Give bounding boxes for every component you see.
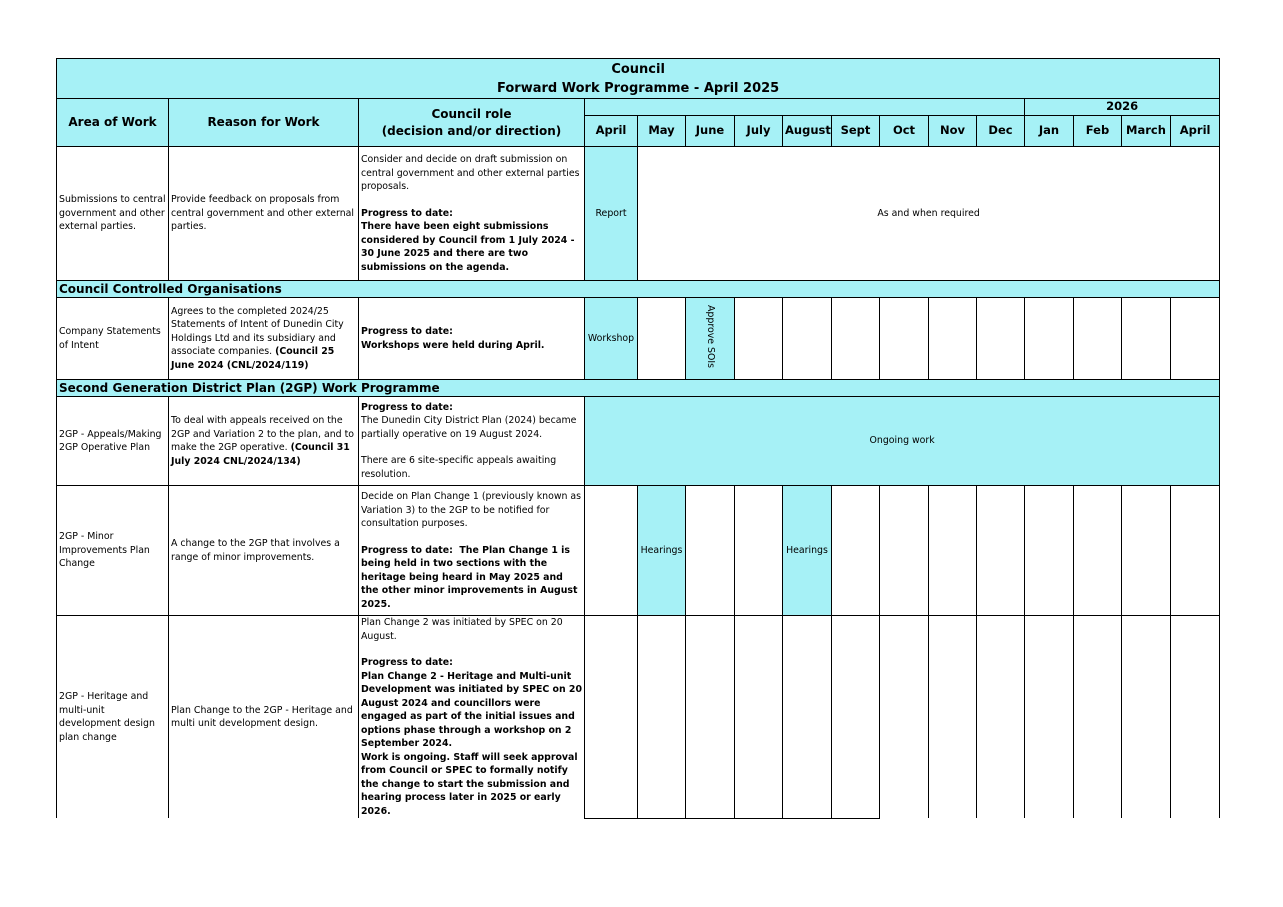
month-cell <box>1171 616 1220 819</box>
year-2025-band <box>585 99 1025 116</box>
month-cell <box>585 616 638 819</box>
month-header: Jan <box>1025 116 1074 147</box>
progress-text: There are 6 site-specific appeals awaiting resolution. <box>361 455 557 480</box>
month-cell <box>977 616 1025 819</box>
month-cell <box>1025 616 1074 819</box>
month-cell <box>1025 486 1074 616</box>
reason-cell: Agrees to the completed 2024/25 Statements of Intent of Dunedin City Holdings Ltd and its subsidiary and associate companies. (Council 25 June 2024 (CNL/2024/119) <box>169 298 359 380</box>
month-header: Oct <box>880 116 929 147</box>
approve-sois-label: Approve SOIs <box>704 304 716 368</box>
progress-text: Workshops were held during April. <box>361 339 545 351</box>
month-cell <box>929 486 977 616</box>
month-cell <box>1171 486 1220 616</box>
month-cell <box>1074 616 1122 819</box>
month-cell <box>783 616 832 819</box>
month-header: June <box>686 116 735 147</box>
area-cell: Submissions to central government and other external parties. <box>57 147 169 281</box>
reason-cell: Plan Change to the 2GP - Heritage and multi unit development design. <box>169 616 359 819</box>
role-cell <box>359 486 585 616</box>
table-row <box>57 486 1220 616</box>
april-report-cell: Report <box>585 147 638 281</box>
role-header-line2: (decision and/or direction) <box>381 123 562 138</box>
reason-cell: To deal with appeals received on the 2GP and Variation 2 to the plan, and to make the 2GP operative. (Council 31 July 2024 CNL/2024/134) <box>169 397 359 486</box>
month-header: March <box>1122 116 1171 147</box>
role-intro: Consider and decide on draft submission on central government and other external parties proposals. <box>361 154 580 192</box>
june-approve-cell <box>686 298 735 380</box>
column-header-role <box>359 99 585 147</box>
progress-text: Progress to date: The Plan Change 1 is being held in two sections with the heritage being heard in May 2025 and the other minor improvements in August 2025. <box>361 544 578 610</box>
table-title <box>57 59 1220 99</box>
month-cell <box>977 298 1025 380</box>
area-cell: 2GP - Heritage and multi-unit development design plan change <box>57 616 169 819</box>
month-cell <box>929 616 977 819</box>
column-header-area: Area of Work <box>57 99 169 147</box>
section-header-2gp: Second Generation District Plan (2GP) Work Programme <box>57 380 1220 397</box>
progress-label: Progress to date: <box>361 207 453 219</box>
month-header: May <box>638 116 686 147</box>
month-cell <box>1122 298 1171 380</box>
month-cell <box>638 616 686 819</box>
column-header-reason: Reason for Work <box>169 99 359 147</box>
month-header: Sept <box>832 116 880 147</box>
area-cell: Company Statements of Intent <box>57 298 169 380</box>
progress-label: Progress to date: <box>361 657 453 668</box>
role-intro: Plan Change 2 was initiated by SPEC on 20 August. <box>361 617 563 642</box>
month-cell <box>1122 486 1171 616</box>
month-cell <box>832 486 880 616</box>
role-cell <box>359 298 585 380</box>
april-workshop-cell: Workshop <box>585 298 638 380</box>
reason-cell: Provide feedback on proposals from central government and other external parties. <box>169 147 359 281</box>
month-cell <box>880 298 929 380</box>
month-cell <box>1122 616 1171 819</box>
progress-text: Plan Change 2 - Heritage and Multi-unit Development was initiated by SPEC on 20 August 2024 and councillors were engaged as part of the initial issues and options phase through a workshop on 2 September 2024. <box>361 670 582 749</box>
month-cell <box>1171 298 1220 380</box>
month-cell <box>880 486 929 616</box>
month-cell <box>832 616 880 819</box>
month-header: April <box>585 116 638 147</box>
month-header: Feb <box>1074 116 1122 147</box>
month-cell <box>783 298 832 380</box>
progress-label: Progress to date: <box>361 401 453 413</box>
month-cell <box>832 298 880 380</box>
table-row <box>57 147 1220 281</box>
month-cell <box>638 298 686 380</box>
month-cell <box>1025 298 1074 380</box>
month-cell <box>929 298 977 380</box>
month-cell <box>735 298 783 380</box>
area-cell: 2GP - Minor Improvements Plan Change <box>57 486 169 616</box>
progress-text: The Dunedin City District Plan (2024) became partially operative on 19 August 2024. <box>361 415 577 440</box>
role-cell <box>359 147 585 281</box>
title-line2: Forward Work Programme - April 2025 <box>497 80 780 96</box>
month-cell <box>686 486 735 616</box>
month-header: April <box>1171 116 1220 147</box>
area-cell: 2GP - Appeals/Making 2GP Operative Plan <box>57 397 169 486</box>
table-row <box>57 397 1220 486</box>
month-cell <box>735 486 783 616</box>
month-header: August <box>783 116 832 147</box>
role-cell <box>359 616 585 819</box>
progress-label: Progress to date: <box>361 326 453 337</box>
as-required-cell: As and when required <box>638 147 1220 281</box>
may-hearings-cell: Hearings <box>638 486 686 616</box>
year-2026-header: 2026 <box>1025 99 1220 116</box>
month-cell <box>735 616 783 819</box>
reason-cell: A change to the 2GP that involves a range of minor improvements. <box>169 486 359 616</box>
ongoing-work-cell: Ongoing work <box>585 397 1220 486</box>
month-cell <box>1074 486 1122 616</box>
forward-work-programme-table <box>56 58 1220 819</box>
august-hearings-cell: Hearings <box>783 486 832 616</box>
month-header: Dec <box>977 116 1025 147</box>
month-cell <box>1074 298 1122 380</box>
month-cell <box>880 616 929 819</box>
table-row <box>57 616 1220 819</box>
month-cell <box>977 486 1025 616</box>
progress-text: Work is ongoing. Staff will seek approval from Council or SPEC to formally notify the change to start the submission and hearing process later in 2025 or early 2026. <box>361 751 578 817</box>
role-header-line1: Council role <box>431 106 512 121</box>
progress-text: There have been eight submissions considered by Council from 1 July 2024 - 30 June 2025 and there are two submissions on the agenda. <box>361 221 575 273</box>
month-header: July <box>735 116 783 147</box>
role-cell <box>359 397 585 486</box>
role-intro: Decide on Plan Change 1 (previously known as Variation 3) to the 2GP to be notified for consultation purposes. <box>361 491 582 529</box>
section-header-cco: Council Controlled Organisations <box>57 281 1220 298</box>
month-cell <box>585 486 638 616</box>
table-row <box>57 298 1220 380</box>
title-line1: Council <box>611 61 665 77</box>
month-cell <box>686 616 735 819</box>
month-header: Nov <box>929 116 977 147</box>
